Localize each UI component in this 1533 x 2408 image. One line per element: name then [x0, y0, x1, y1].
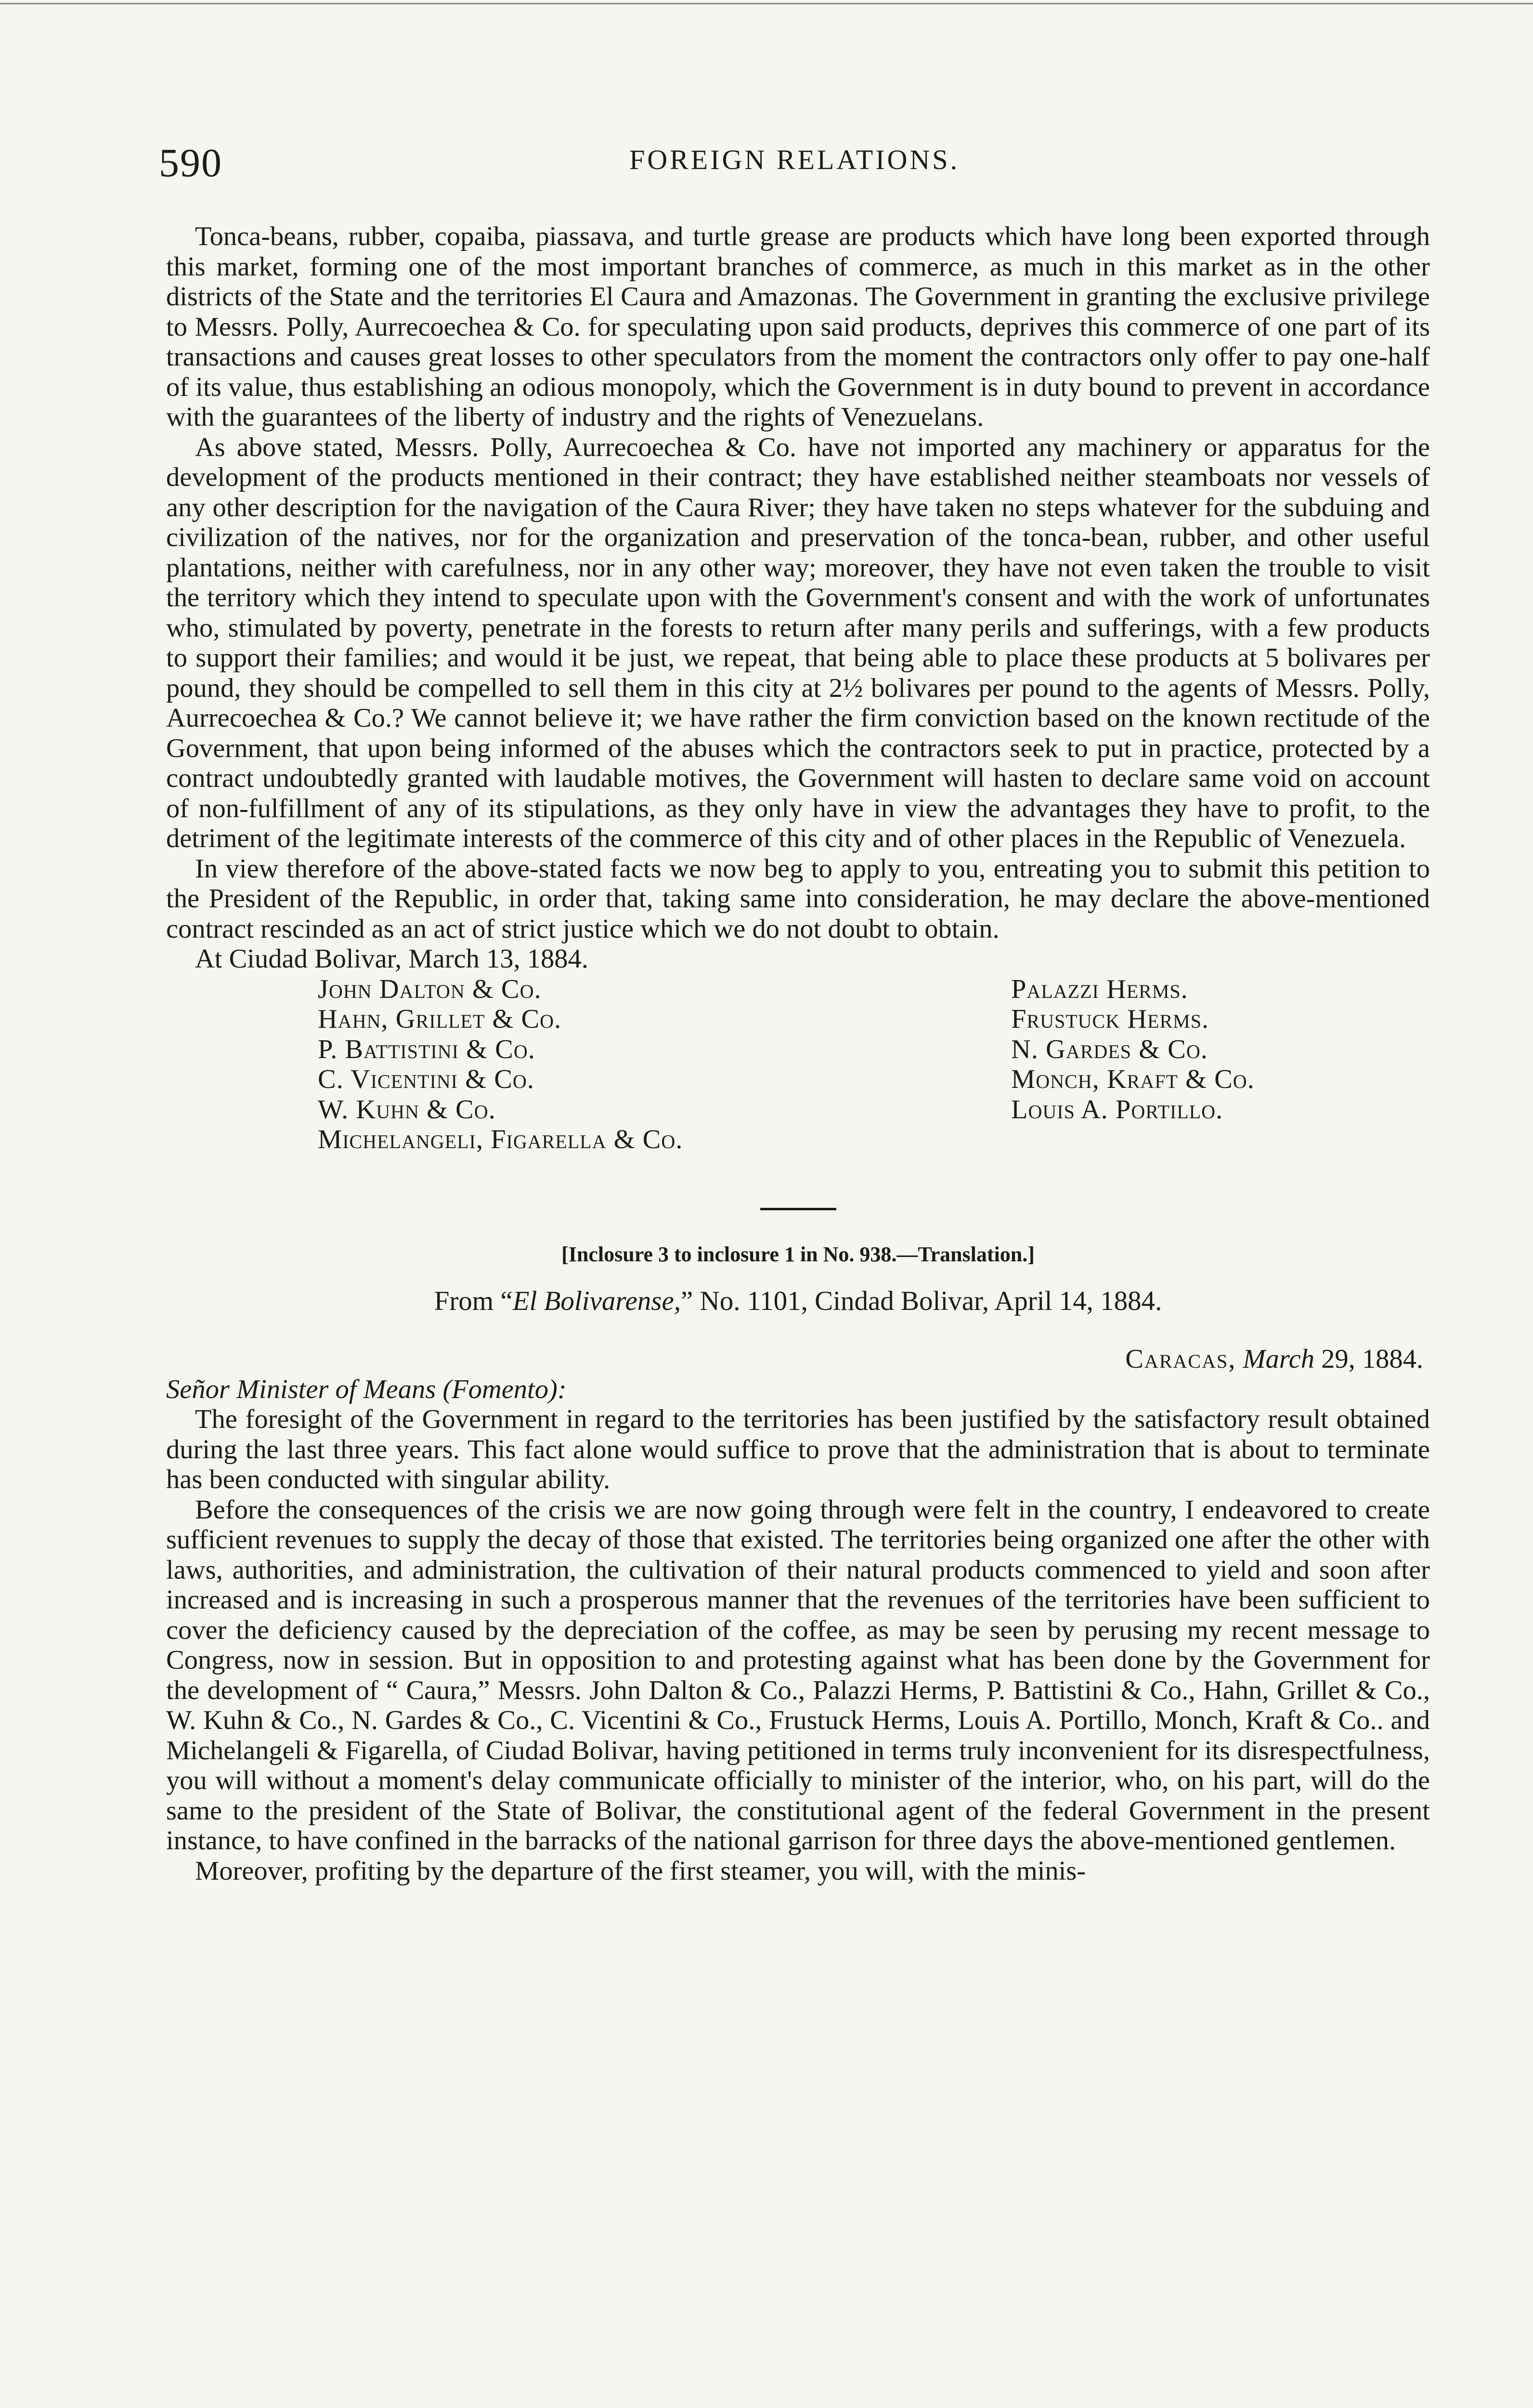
- paragraph-3: In view therefore of the above-stated facts we now beg to apply to you, entreating you to submit this petition to the President of the Republic, in order that, taking same into consideration, he may declare the above-mentioned contract rescinded as an act of strict justice which we do not doubt to obtain.: [166, 853, 1430, 944]
- paragraph-2: As above stated, Messrs. Polly, Aurrecoechea & Co. have not imported any machinery or apparatus for the development of the products mentioned in their contract; they have established neither steamboats nor vessels of any other description for the navigation of the Caura River; they have taken no steps whatever for the subduing and civilization of the natives, nor for the organization and preservation of the tonca-bean, rubber, and other useful plantations, neither with carefulness, nor in any other way; moreover, they have not even taken the trouble to visit the territory which they intend to speculate upon with the Government's consent and with the work of unfortunates who, stimulated by poverty, penetrate in the forests to return after many perils and sufferings, with a few products to support their families; and would it be just, we repeat, that being able to place these products at 5 bolivares per pound, they should be compelled to sell them in this city at 2½ bolivares per pound to the agents of Messrs. Polly, Aurrecoechea & Co.? We cannot believe it; we have rather the firm conviction based on the known rectitude of the Government, that upon being informed of the abuses which the contractors seek to put in practice, protected by a contract undoubtedly granted with laudable motives, the Government will hasten to declare same void on account of non-fulfillment of any of its stipulations, as they only have in view the advantages they have to profit, to the detriment of the legitimate interests of the commerce of this city and of other places in the Republic of Venezuela.: [166, 432, 1430, 853]
- signature: Frustuck Herms.: [1011, 1004, 1209, 1034]
- signature-block: [166, 974, 1430, 1155]
- section-divider: [760, 1208, 836, 1210]
- page-header: [159, 140, 1430, 193]
- letter-date: [166, 1344, 1430, 1374]
- signatures-left-column: [318, 974, 1011, 1155]
- top-border-rule: [0, 3, 1533, 4]
- page-number: 590: [159, 141, 222, 185]
- signature: John Dalton & Co.: [318, 974, 542, 1004]
- letter-paragraph-3: Moreover, profiting by the departure of the first steamer, you will, with the minis-: [195, 1856, 1086, 1886]
- signature: Hahn, Grillet & Co.: [318, 1004, 562, 1034]
- source-suffix: ” No. 1101, Cindad Bolivar, April 14, 1884.: [681, 1285, 1162, 1316]
- signature: C. Vicentini & Co.: [318, 1064, 534, 1094]
- signature: Louis A. Portillo.: [1011, 1094, 1223, 1125]
- paragraph-1: Tonca-beans, rubber, copaiba, piassava, and turtle grease are products which have long been exported through this market, forming one of the most important branches of commerce, as much in this market as in the other districts of the State and the territories El Caura and Amazonas. The Government in granting the exclusive privilege to Messrs. Polly, Aurrecoechea & Co. for speculating upon said products, deprives this commerce of one part of its transactions and causes great losses to other speculators from the moment the contractors only offer to pay one-half of its value, thus establishing an odious monopoly, which the Government is in duty bound to prevent in accordance with the guarantees of the liberty of industry and the rights of Venezuelans.: [166, 222, 1430, 432]
- page-body: [166, 222, 1430, 1886]
- signature: W. Kuhn & Co.: [318, 1094, 496, 1125]
- letter-paragraph-1: The foresight of the Government in regard to the territories has been justified by the satisfactory result obtained during the last three years. This fact alone would suffice to prove that the administration that is about to terminate has been conducted with singular ability.: [166, 1404, 1430, 1494]
- signature: Michelangeli, Figarella & Co.: [318, 1125, 683, 1154]
- signature: P. Battistini & Co.: [318, 1034, 535, 1064]
- inclosure-heading: [Inclosure 3 to inclosure 1 in No. 938.—Translation.]: [561, 1242, 1035, 1266]
- source-prefix: From “: [434, 1285, 513, 1316]
- newspaper-name: El Bolivarense,: [512, 1285, 681, 1316]
- letter-month: March: [1243, 1344, 1314, 1374]
- letter-day-year: 29, 1884.: [1314, 1344, 1423, 1374]
- source-line: [166, 1286, 1430, 1317]
- signature: N. Gardes & Co.: [1011, 1034, 1208, 1064]
- letter-place: Caracas,: [1125, 1344, 1236, 1374]
- running-title: FOREIGN RELATIONS.: [629, 144, 960, 175]
- letter-paragraph-2: Before the consequences of the crisis we are now going through were felt in the country, I endeavored to create sufficient revenues to supply the decay of those that existed. The territories being organized one after the other with laws, authorities, and administration, the cultivation of their natural products commenced to yield and soon after increased and is increasing in such a prosperous manner that the revenues of the territories have been sufficient to cover the deficiency caused by the depreciation of the coffee, as may be seen by perusing my recent message to Congress, now in session. But in opposition to and protesting against what has been done by the Government for the development of “ Caura,” Messrs. John Dalton & Co., Palazzi Herms, P. Battistini & Co., Hahn, Grillet & Co., W. Kuhn & Co., N. Gardes & Co., C. Vicentini & Co., Frustuck Herms, Louis A. Portillo, Monch, Kraft & Co.. and Michelangeli & Figarella, of Ciudad Bolivar, having petitioned in terms truly inconvenient for its disrespectfulness, you will without a moment's delay communicate officially to minister of the interior, who, on his part, will do the same to the president of the State of Bolivar, the constitutional agent of the federal Government in the present instance, to have confined in the barracks of the national garrison for three days the above-mentioned gentlemen.: [166, 1494, 1430, 1856]
- salutation: Señor Minister of Means (Fomento):: [166, 1374, 567, 1404]
- petition-dateline: At Ciudad Bolivar, March 13, 1884.: [195, 944, 588, 974]
- signatures-right-column: [1011, 974, 1255, 1155]
- signature: Palazzi Herms.: [1011, 974, 1188, 1004]
- signature: Monch, Kraft & Co.: [1011, 1064, 1255, 1094]
